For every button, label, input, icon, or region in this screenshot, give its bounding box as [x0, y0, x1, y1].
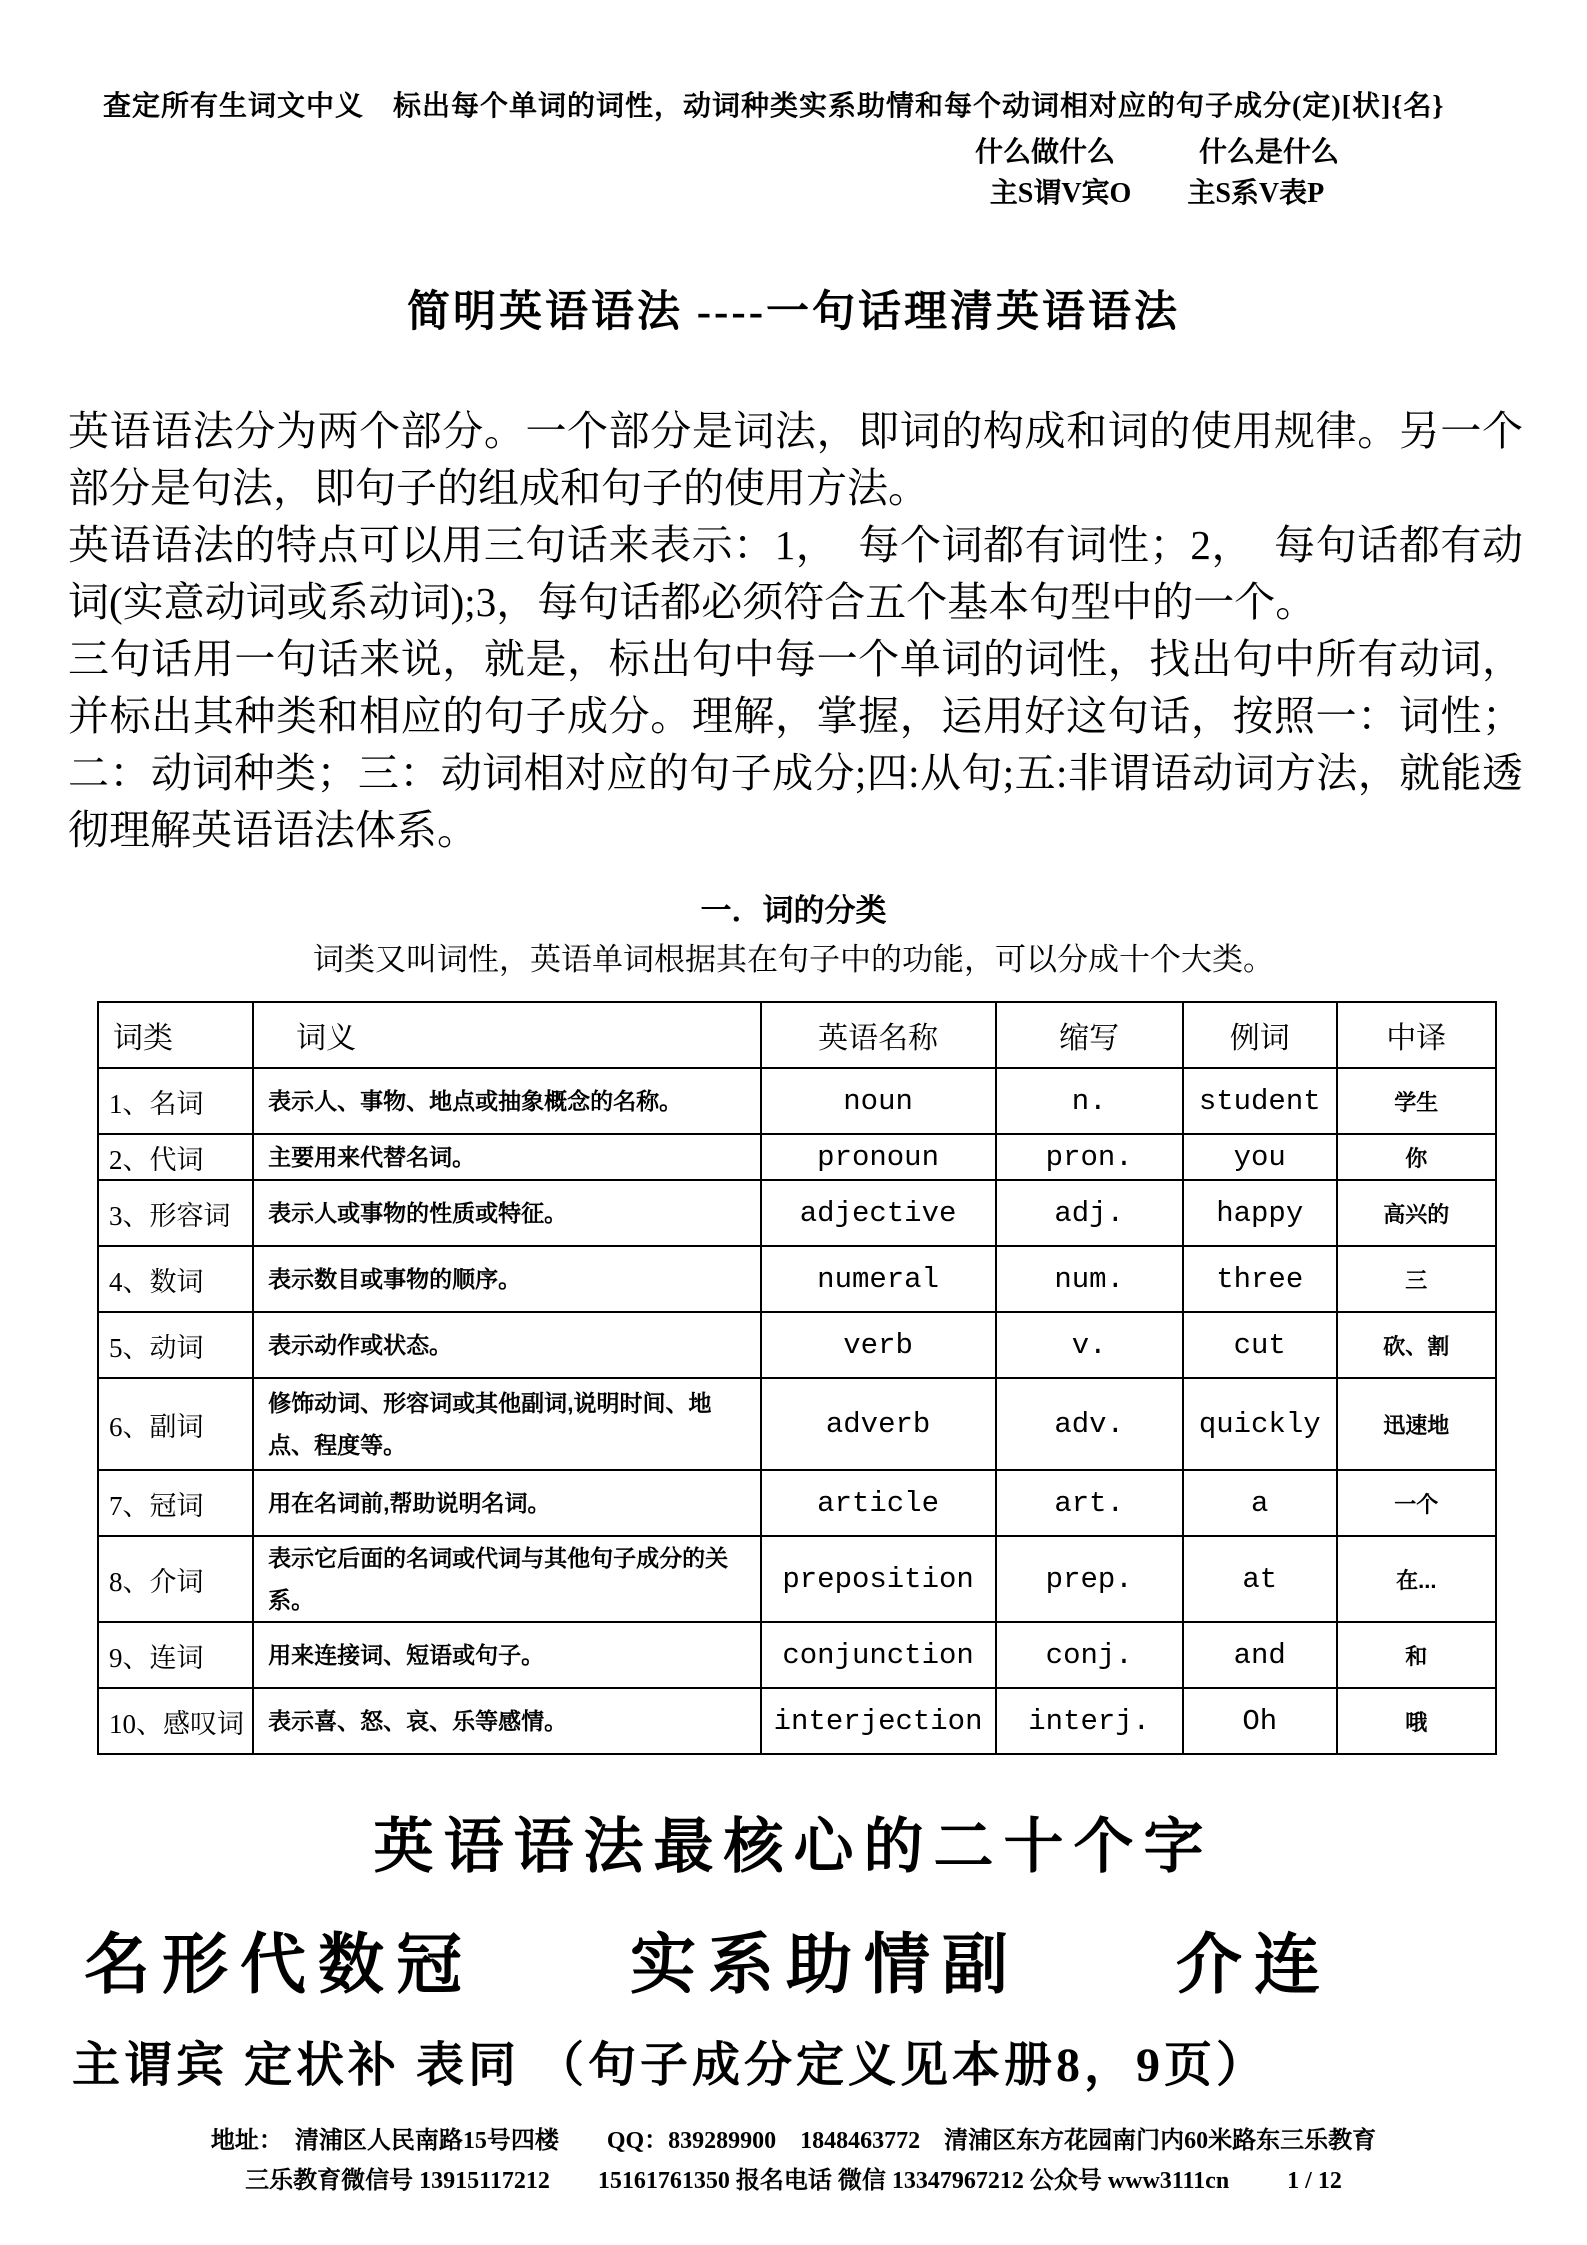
- page-number: 1 / 12: [1287, 2168, 1342, 2194]
- paragraph-3: 三句话用一句话来说，就是，标出句中每一个单词的词性，找出句中所有动词，并标出其种类和相应的句子成分。理解，掌握，运用好这句话，按照一：词性；二：动词种类；三：动词相对应的句子成分;四:从句;五:非谓语动词方法，就能透彻理解英语语法体系。: [68, 636, 1523, 853]
- footer-contact-text: 三乐教育微信号 13915117212 15161761350 报名电话 微信 13347967212 公众号 www3111cn: [245, 2168, 1230, 2194]
- sentence-components-line: 主谓宾 定状补 表同 （句子成分定义见本册8，9页）: [72, 2039, 1269, 2092]
- cell-translation: 哦: [1337, 1688, 1496, 1754]
- cell-english-name: noun: [761, 1068, 996, 1134]
- cell-english-name: adjective: [761, 1180, 996, 1246]
- cell-word-class: 6、副词: [98, 1378, 253, 1470]
- cell-translation: 在...: [1337, 1536, 1496, 1622]
- cell-abbreviation: conj.: [996, 1622, 1183, 1688]
- table-row-noun: [98, 1068, 1496, 1134]
- paragraph-2: 英语语法的特点可以用三句话来表示：1， 每个词都有词性；2， 每句话都有动词(实意动词或系动词);3，每句话都必须符合五个基本句型中的一个。: [68, 522, 1523, 625]
- paragraph-1: 英语语法分为两个部分。一个部分是词法，即词的构成和词的使用规律。另一个部分是句法，即句子的组成和句子的使用方法。: [68, 408, 1523, 511]
- cell-abbreviation: v.: [996, 1312, 1183, 1378]
- cell-translation: 你: [1337, 1134, 1496, 1180]
- cell-word-class: 10、感叹词: [98, 1688, 253, 1754]
- core-words-line: 名形代数冠 实系助情副 介连: [84, 1929, 1332, 2002]
- table-row-preposition: [98, 1536, 1496, 1622]
- cell-translation: 和: [1337, 1622, 1496, 1688]
- cell-word-class: 9、连词: [98, 1622, 253, 1688]
- cell-word-class: 7、冠词: [98, 1470, 253, 1536]
- word-class-table: [97, 1001, 1497, 1755]
- cell-example: a: [1183, 1470, 1337, 1536]
- core-words-heading: 英语语法最核心的二十个字: [373, 1814, 1214, 1880]
- cell-example: and: [1183, 1622, 1337, 1688]
- intro-paragraphs: [68, 403, 1523, 859]
- table-row-article: [98, 1470, 1496, 1536]
- header-note-line2: 什么做什么 什么是什么: [974, 137, 1339, 168]
- cell-meaning: 表示喜、怒、哀、乐等感情。: [253, 1688, 760, 1754]
- cell-english-name: conjunction: [761, 1622, 996, 1688]
- section-heading: 一．词的分类: [700, 893, 887, 928]
- cell-abbreviation: adj.: [996, 1180, 1183, 1246]
- cell-translation: 砍、割: [1337, 1312, 1496, 1378]
- col-header-example: 例词: [1183, 1002, 1337, 1068]
- header-note-right-block: [877, 132, 1437, 214]
- col-header-english-name: 英语名称: [761, 1002, 996, 1068]
- cell-word-class: 4、数词: [98, 1246, 253, 1312]
- cell-meaning: 用在名词前,帮助说明名词。: [253, 1470, 760, 1536]
- cell-translation: 学生: [1337, 1068, 1496, 1134]
- cell-word-class: 8、介词: [98, 1536, 253, 1622]
- cell-english-name: article: [761, 1470, 996, 1536]
- cell-english-name: interjection: [761, 1688, 996, 1754]
- cell-abbreviation: pron.: [996, 1134, 1183, 1180]
- col-header-translation: 中译: [1337, 1002, 1496, 1068]
- header-annotation: [0, 0, 1587, 214]
- page-footer: [0, 2121, 1587, 2201]
- cell-abbreviation: num.: [996, 1246, 1183, 1312]
- cell-word-class: 3、形容词: [98, 1180, 253, 1246]
- cell-word-class: 1、名词: [98, 1068, 253, 1134]
- cell-example: quickly: [1183, 1378, 1337, 1470]
- cell-meaning: 表示人、事物、地点或抽象概念的名称。: [253, 1068, 760, 1134]
- footer-contact-line: [0, 2161, 1587, 2201]
- cell-word-class: 2、代词: [98, 1134, 253, 1180]
- table-row-adjective: [98, 1180, 1496, 1246]
- section-subtitle: 词类又叫词性，英语单词根据其在句子中的功能，可以分成十个大类。: [313, 942, 1274, 977]
- cell-translation: 迅速地: [1337, 1378, 1496, 1470]
- cell-abbreviation: adv.: [996, 1378, 1183, 1470]
- cell-abbreviation: interj.: [996, 1688, 1183, 1754]
- cell-example: cut: [1183, 1312, 1337, 1378]
- cell-example: you: [1183, 1134, 1337, 1180]
- table-header-row: [98, 1002, 1496, 1068]
- col-header-abbreviation: 缩写: [996, 1002, 1183, 1068]
- footer-address-line: 地址： 清浦区人民南路15号四楼 QQ：839289900 1848463772 清浦区东方花园南门内60米路东三乐教育: [210, 2128, 1377, 2154]
- header-note-line3: 主S谓V宾O 主S系V表P: [989, 178, 1325, 209]
- cell-english-name: preposition: [761, 1536, 996, 1622]
- cell-translation: 一个: [1337, 1470, 1496, 1536]
- cell-english-name: verb: [761, 1312, 996, 1378]
- table-row-verb: [98, 1312, 1496, 1378]
- col-header-meaning: 词义: [253, 1002, 760, 1068]
- table-row-conjunction: [98, 1622, 1496, 1688]
- cell-meaning: 修饰动词、形容词或其他副词,说明时间、地点、程度等。: [253, 1378, 760, 1470]
- cell-meaning: 表示数目或事物的顺序。: [253, 1246, 760, 1312]
- table-row-numeral: [98, 1246, 1496, 1312]
- cell-translation: 三: [1337, 1246, 1496, 1312]
- cell-meaning: 主要用来代替名词。: [253, 1134, 760, 1180]
- table-row-adverb: [98, 1378, 1496, 1470]
- cell-abbreviation: prep.: [996, 1536, 1183, 1622]
- header-note-line1: 查定所有生词文中义 标出每个单词的词性，动词种类实系助情和每个动词相对应的句子成分(定)[状]{名}: [103, 91, 1445, 122]
- cell-abbreviation: art.: [996, 1470, 1183, 1536]
- cell-example: happy: [1183, 1180, 1337, 1246]
- cell-example: at: [1183, 1536, 1337, 1622]
- table-row-pronoun: [98, 1134, 1496, 1180]
- table-row-interjection: [98, 1688, 1496, 1754]
- cell-english-name: adverb: [761, 1378, 996, 1470]
- cell-abbreviation: n.: [996, 1068, 1183, 1134]
- cell-meaning: 用来连接词、短语或句子。: [253, 1622, 760, 1688]
- cell-meaning: 表示动作或状态。: [253, 1312, 760, 1378]
- cell-word-class: 5、动词: [98, 1312, 253, 1378]
- cell-meaning: 表示人或事物的性质或特征。: [253, 1180, 760, 1246]
- cell-translation: 高兴的: [1337, 1180, 1496, 1246]
- cell-meaning: 表示它后面的名词或代词与其他句子成分的关系。: [253, 1536, 760, 1622]
- cell-example: three: [1183, 1246, 1337, 1312]
- page-title: 简明英语语法 ----一句话理清英语语法: [406, 289, 1181, 336]
- col-header-word-class: 词类: [98, 1002, 253, 1068]
- cell-english-name: numeral: [761, 1246, 996, 1312]
- cell-english-name: pronoun: [761, 1134, 996, 1180]
- cell-example: Oh: [1183, 1688, 1337, 1754]
- cell-example: student: [1183, 1068, 1337, 1134]
